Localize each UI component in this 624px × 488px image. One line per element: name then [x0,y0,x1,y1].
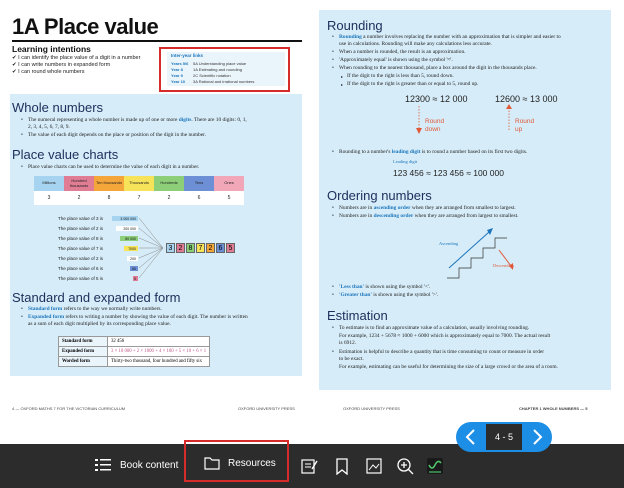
inter-year-links-heading: Inter-year links [171,53,204,58]
rounding-text: use in calculations. Rounding will make any calculations less accurate. [339,41,492,47]
bookmark-icon[interactable] [333,457,351,475]
pv-expansion-value: 3 000 000 [112,216,138,221]
number-digit: 3 [166,243,175,253]
footer-center: OXFORD UNIVERSITY PRESS [343,406,400,411]
page-navigator [456,422,552,452]
place-value-chart-header [34,176,244,191]
pv-expansion-label: The place value of 2 is [58,226,104,231]
footer-left: 4 — OXFORD MATHS 7 FOR THE VICTORIAN CURRICULUM [12,406,126,411]
pv-expansion-value: 200 000 [116,226,138,231]
pv-expansion-label: The place value of 2 is [58,256,104,261]
draw-icon[interactable] [426,457,444,475]
inter-year-link[interactable]: Year 8 1A Estimating and rounding [171,67,242,72]
whole-numbers-heading: Whole numbers [12,100,104,115]
rounding-subtext: ▸ If the digit to the right is less than 5, round down. [347,73,454,80]
chevron-left-icon [456,422,486,452]
right-page [313,0,620,420]
expanded-form-text: • Expanded form refers to writing a number by showing the value of each digit. The number is written [28,314,248,321]
leading-digit-text: • Rounding to a number's leading digit is to round a number based on its first two digits. [339,149,527,156]
table-row: Standard form 32 456 [59,337,210,347]
next-page-button[interactable] [522,422,552,452]
number-digit: 6 [216,243,225,253]
pv-value: 6 [184,191,214,205]
whole-numbers-text: • The numeral representing a whole number is made up of one or more digits. There are 10 digits: 0, 1, [28,117,247,124]
pv-value: 2 [154,191,184,205]
place-value-intro: • Place value charts can be used to determine the value of each digit in a number. [28,164,199,171]
rounding-text: • When a number is rounded, the result is an approximation. [339,49,466,56]
image-icon[interactable] [365,457,383,475]
rounding-text: • 'Approximately equal' is shown using the symbol '≈'. [339,57,453,64]
rounding-subtext: ▸ If the digit to the right is greater than or equal to 5, round up. [347,81,478,88]
rounding-example-down: 12300 ≈ 12 000 [405,94,468,104]
pv-expansion-label: The place value of 5 is [58,276,104,281]
rounding-heading: Rounding [327,18,383,33]
list-icon [94,456,112,474]
ordering-text: • Numbers are in descending order when they are arranged from largest to smallest. [339,213,518,220]
leading-digit-example: 123 456 ≈ 123 456 ≈ 100 000 [393,168,504,178]
resources-button[interactable] [184,440,289,482]
pv-column-header: Thousands [124,176,154,191]
pv-value: 5 [214,191,244,205]
pv-expansion-label: The place value of 8 is [58,236,104,241]
rounding-example-up: 12600 ≈ 13 000 [495,94,558,104]
inter-year-links-highlight[interactable] [159,47,290,92]
pv-expansion-value: 7000 [124,246,138,251]
number-digit: 2 [176,243,185,253]
place-value-charts-heading: Place value charts [12,147,119,162]
footer-center: OXFORD UNIVERSITY PRESS [238,406,295,411]
pv-connector-lines [139,216,167,282]
place-value-chart-values [34,191,244,205]
number-digit: 7 [196,243,205,253]
table-row: Worded form Thirty-two thousand, four hundred and fifty six [59,357,210,367]
inter-year-links-box [167,52,285,86]
standard-expanded-heading: Standard and expanded form [12,290,181,305]
page-title: 1A Place value [12,14,159,39]
footer-right: CHAPTER 1 WHOLE NUMBERS — 5 [519,406,588,411]
greater-than-text: • 'Greater than' is shown using the symbol '>'. [339,292,438,299]
estimation-text: is 6912. [339,340,357,346]
pv-value: 8 [94,191,124,205]
estimation-text: For example, 1234 + 5678 ≈ 1000 + 6000 which is approximately equal to 7000. The actual result [339,333,551,339]
ordering-heading: Ordering numbers [327,188,432,203]
round-down-label: Round down [425,118,445,133]
estimation-text: For example, estimating can be useful for determining the size of a large crowd or the area of a room. [339,364,558,370]
pv-expansion-value: 60 [130,266,138,271]
standard-form-text: • Standard form refers to the way we normally write numbers. [28,306,162,313]
number-digit: 5 [226,243,235,253]
descending-label: Descending [493,263,515,268]
ascending-label: Ascending [439,241,459,246]
ordering-text: • Numbers are in ascending order when they are arranged from smallest to largest. [339,205,516,212]
learning-intention-item: ✔ I can round whole numbers [12,69,85,75]
pv-value: 7 [124,191,154,205]
inter-year-link[interactable]: Year 9 2C Scientific notation [171,73,231,78]
rounding-text: • Rounding a number involves replacing the number with an approximation that is simpler and easier to [339,34,561,41]
title-divider [12,40,302,42]
table-row: Expanded form 3 × 10 000 + 2 × 1000 + 4 × 100 + 5 × 10 + 6 × 1 [59,347,210,357]
pv-expansion-label: The place value of 7 is [58,246,104,251]
round-up-label: Round up [515,118,535,133]
previous-page-button[interactable] [456,422,486,452]
learning-intention-item: ✔ I can write numbers in expanded form [12,62,111,68]
staircase-diagram [443,222,513,282]
estimation-text: • Estimation is helpful to describe a quantity that is time consuming to count or measure in order [339,349,544,356]
pv-value: 2 [64,191,94,205]
forms-table [58,336,210,367]
pv-expansion-value: 200 [127,256,138,261]
resources-label: Resources [228,457,276,469]
inter-year-link[interactable]: Years 5/6 5A Understanding place value [171,61,247,66]
pv-column-header: Hundred thousands [64,176,94,191]
whole-numbers-text: • The value of each digit depends on the place or position of the digit in the number. [28,132,206,139]
pv-expansion-value: 5 [134,276,136,281]
inter-year-link[interactable]: Year 10 3A Rational and irrational numbers [171,79,255,84]
folder-icon [204,456,220,470]
page-indicator[interactable]: 4 - 5 [486,424,522,450]
chevron-right-icon [522,422,552,452]
number-digit: 8 [186,243,195,253]
number-digit: 2 [206,243,215,253]
book-content-button[interactable] [94,456,178,474]
notes-icon[interactable] [300,457,318,475]
pv-expansion-label: The place value of 6 is [58,266,104,271]
left-page [2,0,307,420]
less-than-text: • 'Less than' is shown using the symbol '<'. [339,284,430,291]
leading-digit-label: Leading digit [393,159,418,164]
estimation-text: • To estimate is to find an approximate value of a calculation, usually involving rounding. [339,325,529,332]
pv-column-header: Ones [214,176,244,191]
learning-intentions-heading: Learning intentions [12,44,91,54]
learning-intention-item: ✔ I can identify the place value of a digit in a number [12,55,141,61]
estimation-heading: Estimation [327,308,388,323]
pv-column-header: Hundreds [154,176,184,191]
pv-column-header: Tens [184,176,214,191]
estimation-text: to be exact. [339,356,364,362]
zoom-in-icon[interactable] [396,457,414,475]
book-content-label: Book content [120,459,179,471]
whole-numbers-text: 2, 3, 4, 5, 6, 7, 8, 9. [28,124,70,130]
expanded-form-text: as a sum of each digit multiplied by its corresponding place value. [28,321,171,327]
pv-column-header: Ten thousands [94,176,124,191]
rounding-text: • When rounding to the nearest thousand, place a box around the digit in the thousands place. [339,65,537,72]
pv-column-header: Millions [34,176,64,191]
pv-expansion-value: 80 000 [120,236,138,241]
pv-expansion-label: The place value of 3 is [58,216,104,221]
pv-value: 3 [34,191,64,205]
